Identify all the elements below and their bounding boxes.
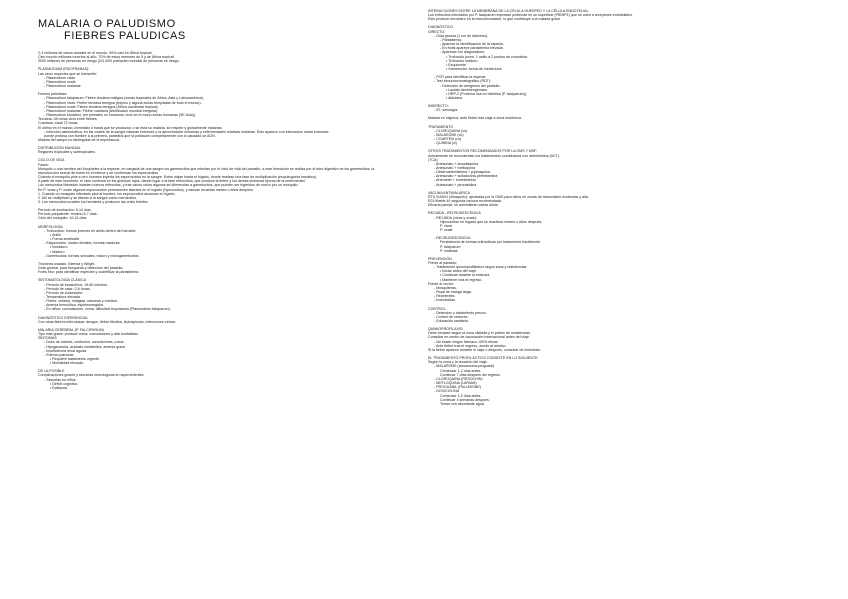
- text-line: Tomar con abundante agua.: [440, 401, 485, 406]
- text-line: - RECRUDESCENCIA:: [428, 236, 816, 240]
- left-column-body: [38, 51, 410, 390]
- text-line: Hipnozoítos en hígado que se reactivan meses o años después.: [440, 219, 543, 224]
- section-heading: Fiebres palúdicas:: [38, 92, 68, 97]
- text-line: 1. Cuando un mosquito infectado pica al hombre, los esporozoitos alcanzan el hígado.: [38, 191, 176, 196]
- section-heading: DIAGNÓSTICO DIFERENCIAL: [38, 315, 88, 320]
- text-line: Cuándo el mosquito pica a otro humano inyecta los esporozoitos en la sangre. Estos viajan hasta el hígado, donde realizan una fase de multiplicación (esquizogonia hepática).: [38, 175, 317, 180]
- text-line: - Tratamiento quimioprofiláctico según zona y resistencias.: [428, 265, 816, 269]
- section-heading: INTERACCIONES ENTRE LA MEMBRANA DE LA CÉLULA HUÉSPED Y LA CÉLULA ENDOTELIAL: [428, 9, 589, 13]
- section-heading: MALARIA CEREBRAL (P. FALCIPARUM): [38, 327, 104, 332]
- text-line: R21/Matrix-M: segunda vacuna recomendada.: [428, 199, 502, 204]
- text-line: - Dihidroartemisinina + piperaquina: [428, 170, 816, 174]
- text-line: - COARTEM (vo): [428, 137, 816, 141]
- text-line: • Forma ameboide: [38, 237, 410, 241]
- text-line: Continuar 7 días después del regreso.: [440, 372, 501, 377]
- text-line: Los merozoitos liberados invaden nuevos eritrocitos, y tras varios ciclos algunos se diferencian a gametocitos, que pueden ser ingeridos de nuevo por un mosquito.: [38, 183, 299, 188]
- text-line: Terciana: 48 horas ciclo entre fiebres.: [38, 117, 98, 122]
- text-line: • Epilepsia.: [38, 386, 410, 390]
- section-heading: PREVENCIÓN: [428, 256, 452, 261]
- text-line: puede profusa con fiumbre a la primera, parásitos que la población completamente con lo causado un ADN.: [44, 133, 216, 138]
- text-line: Eficacia parcial, se administran varias dosis.: [428, 203, 499, 208]
- text-line: Malaria en viajeros: ante fiebre tras viaje a zona endémica.: [428, 116, 522, 121]
- text-line: - Hipoglucemia, acidosis metabólica, anemia grave.: [38, 345, 410, 349]
- text-line: Esto produce secuestro en la microcirculación, lo que contribuye a la malaria grave.: [428, 17, 562, 22]
- text-line: - Gametocitos: formas sexuales, macro y microgametocitos.: [38, 254, 410, 258]
- text-line: Con otras fiebres infecciosas: dengue, fiebre tifoidea, leptospirosis, infecciones víricas.: [38, 319, 177, 324]
- text-line: Ciclo del mosquito: 10-14 días.: [38, 216, 88, 221]
- text-line: - Test inmunocromatográfico (RDT):: [428, 79, 816, 83]
- section-heading: QUIMIOPROFILAXIS:: [428, 327, 464, 332]
- text-line: Malaria del campo no distinguida de la importancia.: [38, 137, 120, 142]
- text-line: (TCA): [428, 157, 438, 162]
- text-line: • HRP-2 (Proteína rica en histidina (P. falciparum)).: [428, 92, 816, 96]
- text-line: - Mosquiteras.: [428, 286, 816, 290]
- text-line: - Esquizontes: núcleo dividido, formas maduras.: [38, 241, 410, 245]
- text-line: • Lactato deshidrogenasa.: [428, 88, 816, 92]
- text-line: - MALARONE (vo): [428, 133, 816, 137]
- text-line: Frente al vector:: [428, 281, 454, 286]
- text-line: • Mortalidad elevada.: [38, 361, 410, 365]
- text-line: Actualmente se recomiendan los tratamientos combinados con artemisinina (ACT).: [428, 153, 561, 158]
- right-column: [428, 9, 816, 406]
- text-line: Los eritrocitos infectados por P. falciparum expresan proteínas en su superficie (PfEMP1) que se unen a receptores endoteliales.: [428, 13, 633, 18]
- right-column-body: [428, 9, 816, 406]
- text-line: - Plasmodium malariae: Fiebre cuartana (distribución mundial irregular).: [38, 109, 410, 113]
- document-title: MALARIA O PALUDISMO: [38, 18, 176, 30]
- text-line: • Inmaduro: [38, 245, 410, 249]
- text-line: - IFI, serología.: [428, 108, 816, 112]
- text-line: - Plasmodium ovale: [38, 80, 410, 84]
- text-line: - Período de escalofríos: 15-60 minutos.: [38, 283, 410, 287]
- text-line: P. falciparum: [440, 244, 461, 249]
- text-line: - Anemia hemolítica, esplenomegalia.: [38, 303, 410, 307]
- text-line: 2. Allí se multiplican y se liberan a la sangre como merozoitos.: [38, 195, 138, 200]
- text-line: • Aldolasa.: [428, 96, 816, 100]
- text-line: 3. Los merozoitos invaden los hematíes y producen las crisis febriles.: [38, 200, 149, 204]
- text-line: - Aparece la identificación de la especie.: [428, 42, 816, 46]
- section-heading: INDIRECTO:: [428, 104, 449, 109]
- section-heading: EL TRATAMIENTO PROFILÁCTICO CONSISTE EN LO SIGUIENTE:: [428, 356, 539, 361]
- section-heading: OTROS TRATAMIENTOS RECOMENDADOS POR LA OMS Y MSF:: [428, 149, 538, 154]
- text-line: - Plasmodium malariae: [38, 84, 410, 88]
- text-line: Continuar 4 semanas después.: [440, 397, 490, 402]
- text-line: - Insecticidas.: [428, 298, 816, 302]
- text-line: - Dolor de cabeza, confusión, convulsiones, coma.: [38, 340, 410, 344]
- text-line: • Continuar durante la estancia.: [428, 273, 816, 277]
- text-line: - Artesunato + pironaridina: [428, 183, 816, 187]
- text-line: Comenzar 1-2 días antes.: [440, 368, 482, 373]
- text-line: - Secuelas en niños.: [38, 378, 410, 382]
- text-line: - Plasmodium vivax: [38, 76, 410, 80]
- text-line: Fases:: [38, 162, 49, 167]
- text-line: Persistencia de formas eritrocíticas por tratamiento insuficiente.: [440, 240, 542, 245]
- document-subtitle: FIEBRES PALUDICAS: [64, 30, 186, 42]
- text-line: 3000 millones de personas en riesgo (2/3 40% población mundial de personas en riesgo.: [38, 59, 180, 64]
- section-heading: TRATAMIENTO: [428, 124, 454, 129]
- text-line: • Esquizonte.: [428, 63, 816, 67]
- text-line: Cuartana: cada 72 horas.: [38, 121, 79, 126]
- text-line: • Anillo: [38, 233, 410, 237]
- section-heading: RECAÍDA - RECRUDESCENCIA: [428, 211, 481, 216]
- text-line: Debe tomarse según la zona visitada y el patrón de resistencias.: [428, 331, 531, 336]
- text-line: - Artesunato + sulfadoxina-pirimetamina: [428, 174, 816, 178]
- text-line: - CLOROQUINA (RESOCHIN): [428, 377, 816, 381]
- text-line: Consultar en centro de vacunación internacional antes del viaje.: [428, 335, 530, 340]
- text-line: - Ropa de manga larga.: [428, 290, 816, 294]
- section-heading: CICLO DE VIDA: [38, 158, 65, 163]
- text-line: P. vivax: [440, 223, 453, 228]
- text-line: - DOXICICLINA: [428, 389, 816, 393]
- text-line: - Trofozoitos: formas jóvenes en anillo dentro del hematíe.: [38, 229, 410, 233]
- text-line: RTS,S/AS01 (Mosquirix): aprobada por la OMS para niños en zonas de transmisión moderada y alta.: [428, 194, 589, 199]
- text-line: Regiones tropicales y subtropicales.: [38, 150, 96, 155]
- text-line: • Requiere tratamiento urgente.: [38, 357, 410, 361]
- text-line: - PROGUANIL (PALUDRINE): [428, 385, 816, 389]
- text-line: - Artemeter + lumefantrina: [428, 178, 816, 182]
- text-line: • Gametocito: forma de media luna.: [428, 67, 816, 71]
- text-line: Tinciones usadas: Giemsa y Wright.: [38, 261, 96, 266]
- text-line: El último en el mundo, inmediato o hasta que se produzca, o se está su malaria, se respete y globalmente malarias.: [38, 125, 223, 130]
- text-line: Mosquito o una hembra del Anopheles a la especie, en cargada de una sangre los gametocitos que infectan por el ciclo de vida del parásito, a este formación se realiza por el tubo digestivo de los gametocitos, la: [38, 166, 375, 171]
- text-line: - Plasmodium falciparum: Fiebre terciana maligna (zonas tropicales de África, Asia y Latinoamérica).: [38, 96, 410, 100]
- text-line: - Repelentes.: [428, 294, 816, 298]
- text-line: Tipo más grave: produce coma, convulsiones y alta mortalidad.: [38, 332, 139, 337]
- text-line: Período prepatente: mínimo 6-7 días.: [38, 212, 98, 217]
- text-line: 2-3 millones de casos anuales en el mundo, 90% casi en África tropical.: [38, 51, 153, 55]
- section-heading: CONTROL: [428, 306, 446, 311]
- text-line: • Maduro: [38, 250, 410, 254]
- text-line: • Mantener tras el regreso.: [428, 278, 816, 282]
- text-line: - En niños: convulsiones, coma, dificultad respiratoria (Plasmodium falciparum).: [38, 307, 410, 311]
- text-line: - En frotis aparece parasitemia elevada.: [428, 46, 816, 50]
- section-heading: DISTRIBUCIÓN MUNDIAL: [38, 146, 81, 151]
- text-line: - Plasmodium knowlesi: (en primates no humanos, ciclo en el mono zonas humanas (SE Asia)).: [38, 113, 410, 117]
- text-line: - RECAÍDA (vivax y ovale):: [428, 216, 816, 220]
- text-line: A partir de este momento, el ciclo continúa en los glóbulos rojos, dando lugar a la fase eritrocítica, que produce la fiebre y los demás síntomas típicos de la enfermedad.: [38, 179, 306, 184]
- section-heading: DIRECTO:: [428, 29, 446, 34]
- text-line: - Fiebre, cefalea, mialgias, náuseas y vómitos.: [38, 299, 410, 303]
- text-line: - Infección asintomática, en las cuales de la sangre mismas entonces y la aproximación síntomas y enfermedades relativas malarias. Esto aparece con interaccion hasta entonces.: [38, 130, 410, 134]
- left-column: [38, 18, 410, 390]
- text-line: - Parasitemia.: [428, 38, 816, 42]
- text-line: Comenzar 1-2 días antes.: [440, 393, 482, 398]
- section-heading: MORFOLOGÍA:: [38, 224, 64, 229]
- text-line: P. ovale: [440, 228, 453, 233]
- text-line: - PCR para identificar la especie.: [428, 75, 816, 79]
- text-line: Frente al parásito:: [428, 260, 457, 265]
- text-line: • Déficit cognitivo.: [38, 382, 410, 386]
- text-line: En P. vivax y P. ovale algunos esporozoitos permanecen latentes en el hígado (hipnozoitos), y causan recaídas meses o años después.: [38, 187, 254, 192]
- text-line: - Edema pulmonar.: [38, 353, 410, 357]
- section-heading: VACUNA ANTIMALÁRICA: [428, 190, 470, 195]
- text-line: • Trofozoíto joven, 1 anillo a 2 puntos de cromatina.: [428, 55, 816, 59]
- text-line: Según la zona y la duración del viaje:: [428, 360, 488, 365]
- section-heading: PLASMODIUM (PACIFRANAS):: [38, 67, 90, 72]
- text-line: Cien mundo millones muertos al año, 70% de estos menores de 5 y de África tropical.: [38, 55, 175, 60]
- section-heading: DIAGNÓSTICO: [428, 25, 454, 30]
- text-line: - QUININA (iv): [428, 141, 816, 145]
- text-line: - No existe ningún fármaco 100% eficaz.: [428, 340, 816, 344]
- text-line: - MALARONE (atovacuona-proguanil): [428, 364, 816, 368]
- text-line: reproducción sexual de estos en el interior y se conforman los esporozoitos.: [38, 170, 160, 175]
- text-line: - Insuficiencia renal aguda.: [38, 349, 410, 353]
- text-line: - Temperatura elevada.: [38, 295, 410, 299]
- text-line: - Ante fiebre tras el regreso, acudir al médico.: [428, 344, 816, 348]
- text-line: - Período de sudoración.: [38, 291, 410, 295]
- section-heading: DE LA POSIBLE: [38, 369, 65, 374]
- text-line: • Trofozoíto maduro.: [428, 59, 816, 63]
- text-line: - Plasmodium ovale: Fiebre terciana benigna (África occidental tropical).: [38, 105, 410, 109]
- text-line: - Detección y tratamiento precoz.: [428, 311, 816, 315]
- text-line: - Detección de antígenos del parásito.: [428, 84, 816, 88]
- text-line: • Iniciar antes del viaje.: [428, 269, 816, 273]
- text-line: - Gota gruesa (1 cm de diámetro).: [428, 34, 816, 38]
- section-heading: SÍNTOMAS: [38, 336, 57, 341]
- text-line: Si la fiebre aparece durante el viaje o después, consultar de inmediato.: [428, 347, 542, 352]
- text-line: - MEFLOQUINA (LARIAM): [428, 381, 816, 385]
- text-line: - Artesunato + mefloquina: [428, 166, 816, 170]
- text-line: Gota gruesa: para búsqueda y detección del parásito.: [38, 266, 124, 271]
- text-line: P. malariae: [440, 248, 458, 253]
- text-line: Complicaciones graves y secuelas neurológicas en supervivientes.: [38, 373, 145, 378]
- text-line: - Período de calor: 2-6 horas.: [38, 287, 410, 291]
- text-line: - Control de vectores.: [428, 315, 816, 319]
- text-line: Frotis fino: para identificar especies y cuantificar la parasitemia.: [38, 270, 140, 275]
- text-line: - Artesunato + amodiaquina: [428, 162, 816, 166]
- text-line: Período de incubación: 9-14 días.: [38, 208, 92, 213]
- text-line: Las cinco especies que se transmite:: [38, 71, 97, 76]
- text-line: - Plasmodium vivax: Fiebre terciana benigna (trópico y alguna zonas templadas de todo el mundo).: [38, 101, 410, 105]
- section-heading: SINTOMATOLOGÍA CLÁSICA: [38, 278, 87, 283]
- text-line: - Educación sanitaria.: [428, 319, 816, 323]
- text-line: - Aparecen los diagnósticos:: [428, 50, 816, 54]
- text-line: - CLOROQUINA (vo): [428, 129, 816, 133]
